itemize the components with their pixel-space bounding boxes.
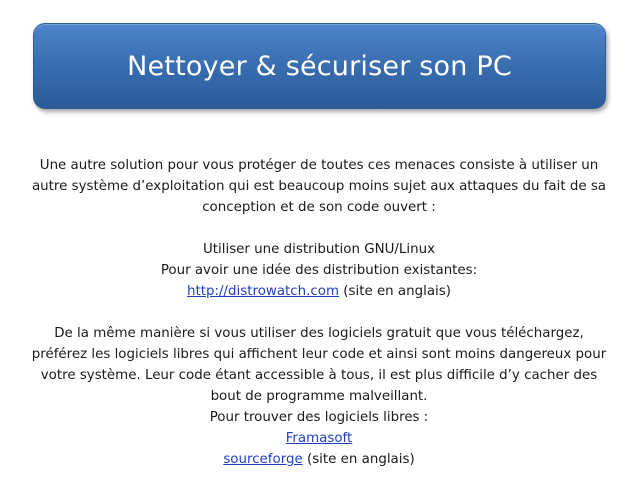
body-line: conception et de son code ouvert : xyxy=(202,200,436,215)
distrowatch-line xyxy=(22,281,616,302)
framasoft-line xyxy=(22,428,616,449)
body-line: Pour trouver des logiciels libres : xyxy=(209,410,429,425)
body-line: bout de programme malveillant. xyxy=(210,389,428,404)
link-suffix: (site en anglais) xyxy=(339,284,451,299)
body-line: préférez les logiciels libres qui affichent leur code et ainsi sont moins dangereux pour xyxy=(31,347,607,362)
body-line: Utiliser une distribution GNU/Linux xyxy=(202,242,435,257)
slide-title: Nettoyer & sécuriser son PC xyxy=(127,50,512,82)
link-suffix: (site en anglais) xyxy=(302,452,415,467)
spacer xyxy=(22,218,616,239)
body-line: De la même manière si vous utiliser des logiciels gratuit que vous téléchargez, xyxy=(54,326,584,341)
distrowatch-link[interactable]: http://distrowatch.com xyxy=(187,284,340,299)
body-line: Pour avoir une idée des distribution existantes: xyxy=(160,263,478,278)
title-banner xyxy=(33,23,606,109)
body-line: votre système. Leur code étant accessible à tous, il est plus difficile d’y cacher des xyxy=(40,368,598,383)
sourceforge-line xyxy=(22,449,616,470)
sourceforge-link[interactable]: sourceforge xyxy=(223,452,303,467)
slide-body xyxy=(22,155,616,470)
body-line: Une autre solution pour vous protéger de toutes ces menaces consiste à utiliser un xyxy=(39,158,599,173)
body-line: autre système d’exploitation qui est beaucoup moins sujet aux attaques du fait de sa xyxy=(31,179,607,194)
spacer xyxy=(22,302,616,323)
framasoft-link[interactable]: Framasoft xyxy=(285,431,353,446)
